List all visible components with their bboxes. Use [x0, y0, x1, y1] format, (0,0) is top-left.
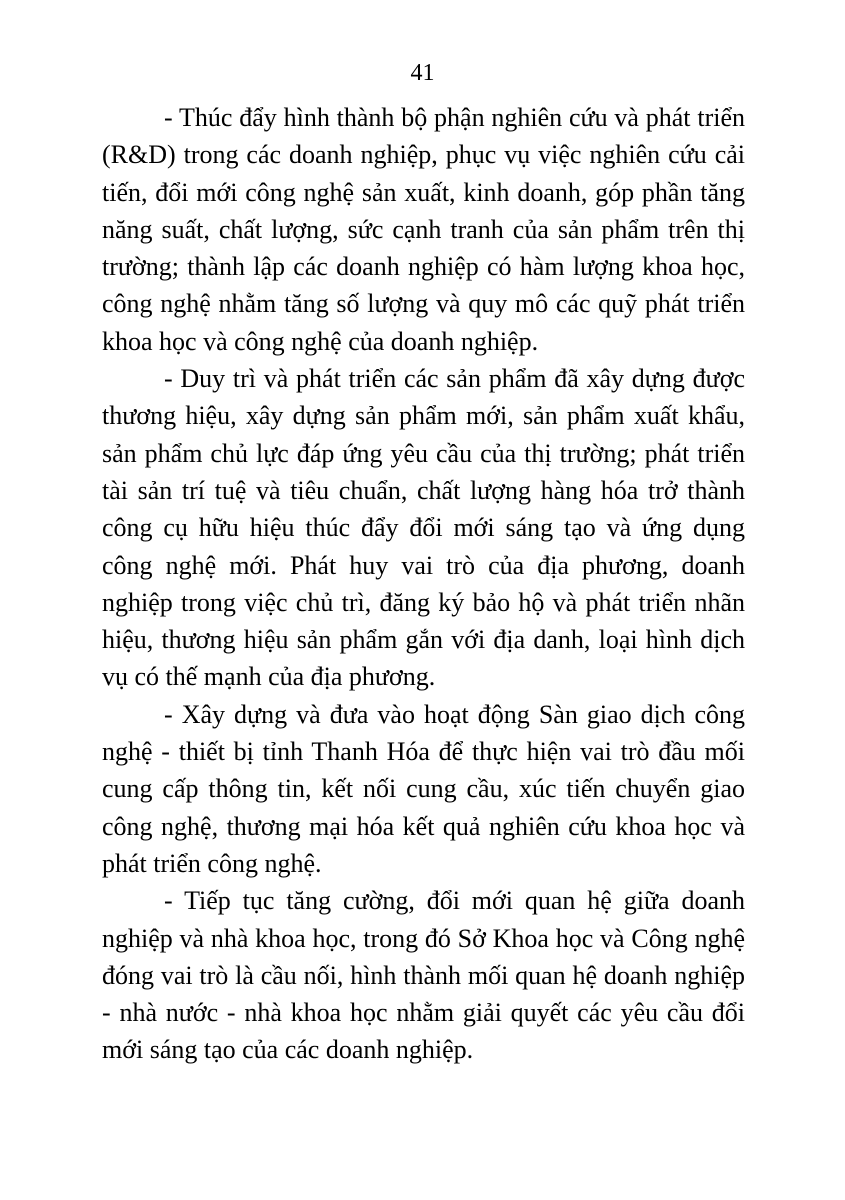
paragraph-technology-exchange: - Xây dựng và đưa vào hoạt động Sàn giao dịch công nghệ - thiết bị tỉnh Thanh Hóa để thực hiện vai trò đầu mối cung cấp thông tin, kết nối cung cầu, xúc tiến chuyển giao công nghệ, thương mại hóa kết quả nghiên cứu khoa học và phát triển công nghệ. — [102, 699, 745, 878]
page-number: 41 — [410, 60, 435, 86]
paragraph-product-brands: - Duy trì và phát triển các sản phẩm đã xây dựng được thương hiệu, xây dựng sản phẩm mới, sản phẩm xuất khẩu, sản phẩm chủ lực đáp ứng yêu cầu của thị trường; phát triển tài sản trí tuệ và tiêu chuẩn, chất lượng hàng hóa trở thành công cụ hữu hiệu thúc đẩy đổi mới sáng tạo và ứng dụng công nghệ mới. Phát huy vai trò của địa phương, doanh nghiệp trong việc chủ trì, đăng ký bảo hộ và phát triển nhãn hiệu, thương hiệu sản phẩm gắn với địa danh, loại hình dịch vụ có thế mạnh của địa phương. — [102, 364, 745, 692]
paragraph-business-science-relations: - Tiếp tục tăng cường, đổi mới quan hệ giữa doanh nghiệp và nhà khoa học, trong đó Sở Khoa học và Công nghệ đóng vai trò là cầu nối, hình thành mối quan hệ doanh nghiệp - nhà nước - nhà khoa học nhằm giải quyết các yêu cầu đổi mới sáng tạo của các doanh nghiệp. — [102, 886, 745, 1065]
body-text — [102, 99, 745, 1069]
paragraph-rd-departments: - Thúc đẩy hình thành bộ phận nghiên cứu và phát triển (R&D) trong các doanh nghiệp, phục vụ việc nghiên cứu cải tiến, đổi mới công nghệ sản xuất, kinh doanh, góp phần tăng năng suất, chất lượng, sức cạnh tranh của sản phẩm trên thị trường; thành lập các doanh nghiệp có hàm lượng khoa học, công nghệ nhằm tăng số lượng và quy mô các quỹ phát triển khoa học và công nghệ của doanh nghiệp. — [102, 103, 745, 356]
